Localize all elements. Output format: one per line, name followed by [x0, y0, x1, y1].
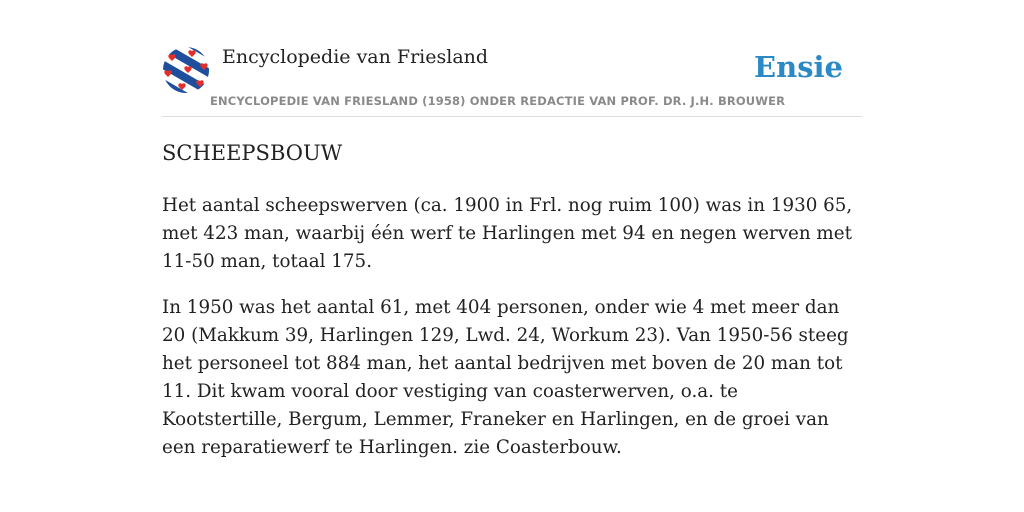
site-subtitle: ENCYCLOPEDIE VAN FRIESLAND (1958) ONDER REDACTIE VAN PROF. DR. J.H. BROUWER	[210, 94, 786, 108]
site-title-link[interactable]: Encyclopedie van Friesland	[222, 46, 489, 68]
article-paragraph: In 1950 was het aantal 61, met 404 personen, onder wie 4 met meer dan 20 (Makkum 39, Harlingen 129, Lwd. 24, Workum 23). Van 1950-56 steeg het personeel tot 884 man, het aantal bedrijven met boven de 20 man tot 11. Dit kwam vooral door vestiging van coasterwerven, o.a. te Kootstertille, Bergum, Lemmer, Franeker en Harlingen, en de groei van een reparatiewerf te Harlingen. zie Coasterbouw.	[162, 297, 849, 458]
article-title: SCHEEPSBOUW	[162, 141, 343, 165]
brand-logo-link[interactable]: Ensie	[754, 50, 843, 84]
article-body	[162, 192, 862, 480]
frisian-flag-icon[interactable]	[162, 47, 210, 93]
header	[162, 0, 862, 117]
page	[162, 0, 862, 512]
article-paragraph: Het aantal scheepswerven (ca. 1900 in Frl. nog ruim 100) was in 1930 65, met 423 man, waarbij één werf te Harlingen met 94 en negen werven met 11-50 man, totaal 175.	[162, 195, 853, 272]
